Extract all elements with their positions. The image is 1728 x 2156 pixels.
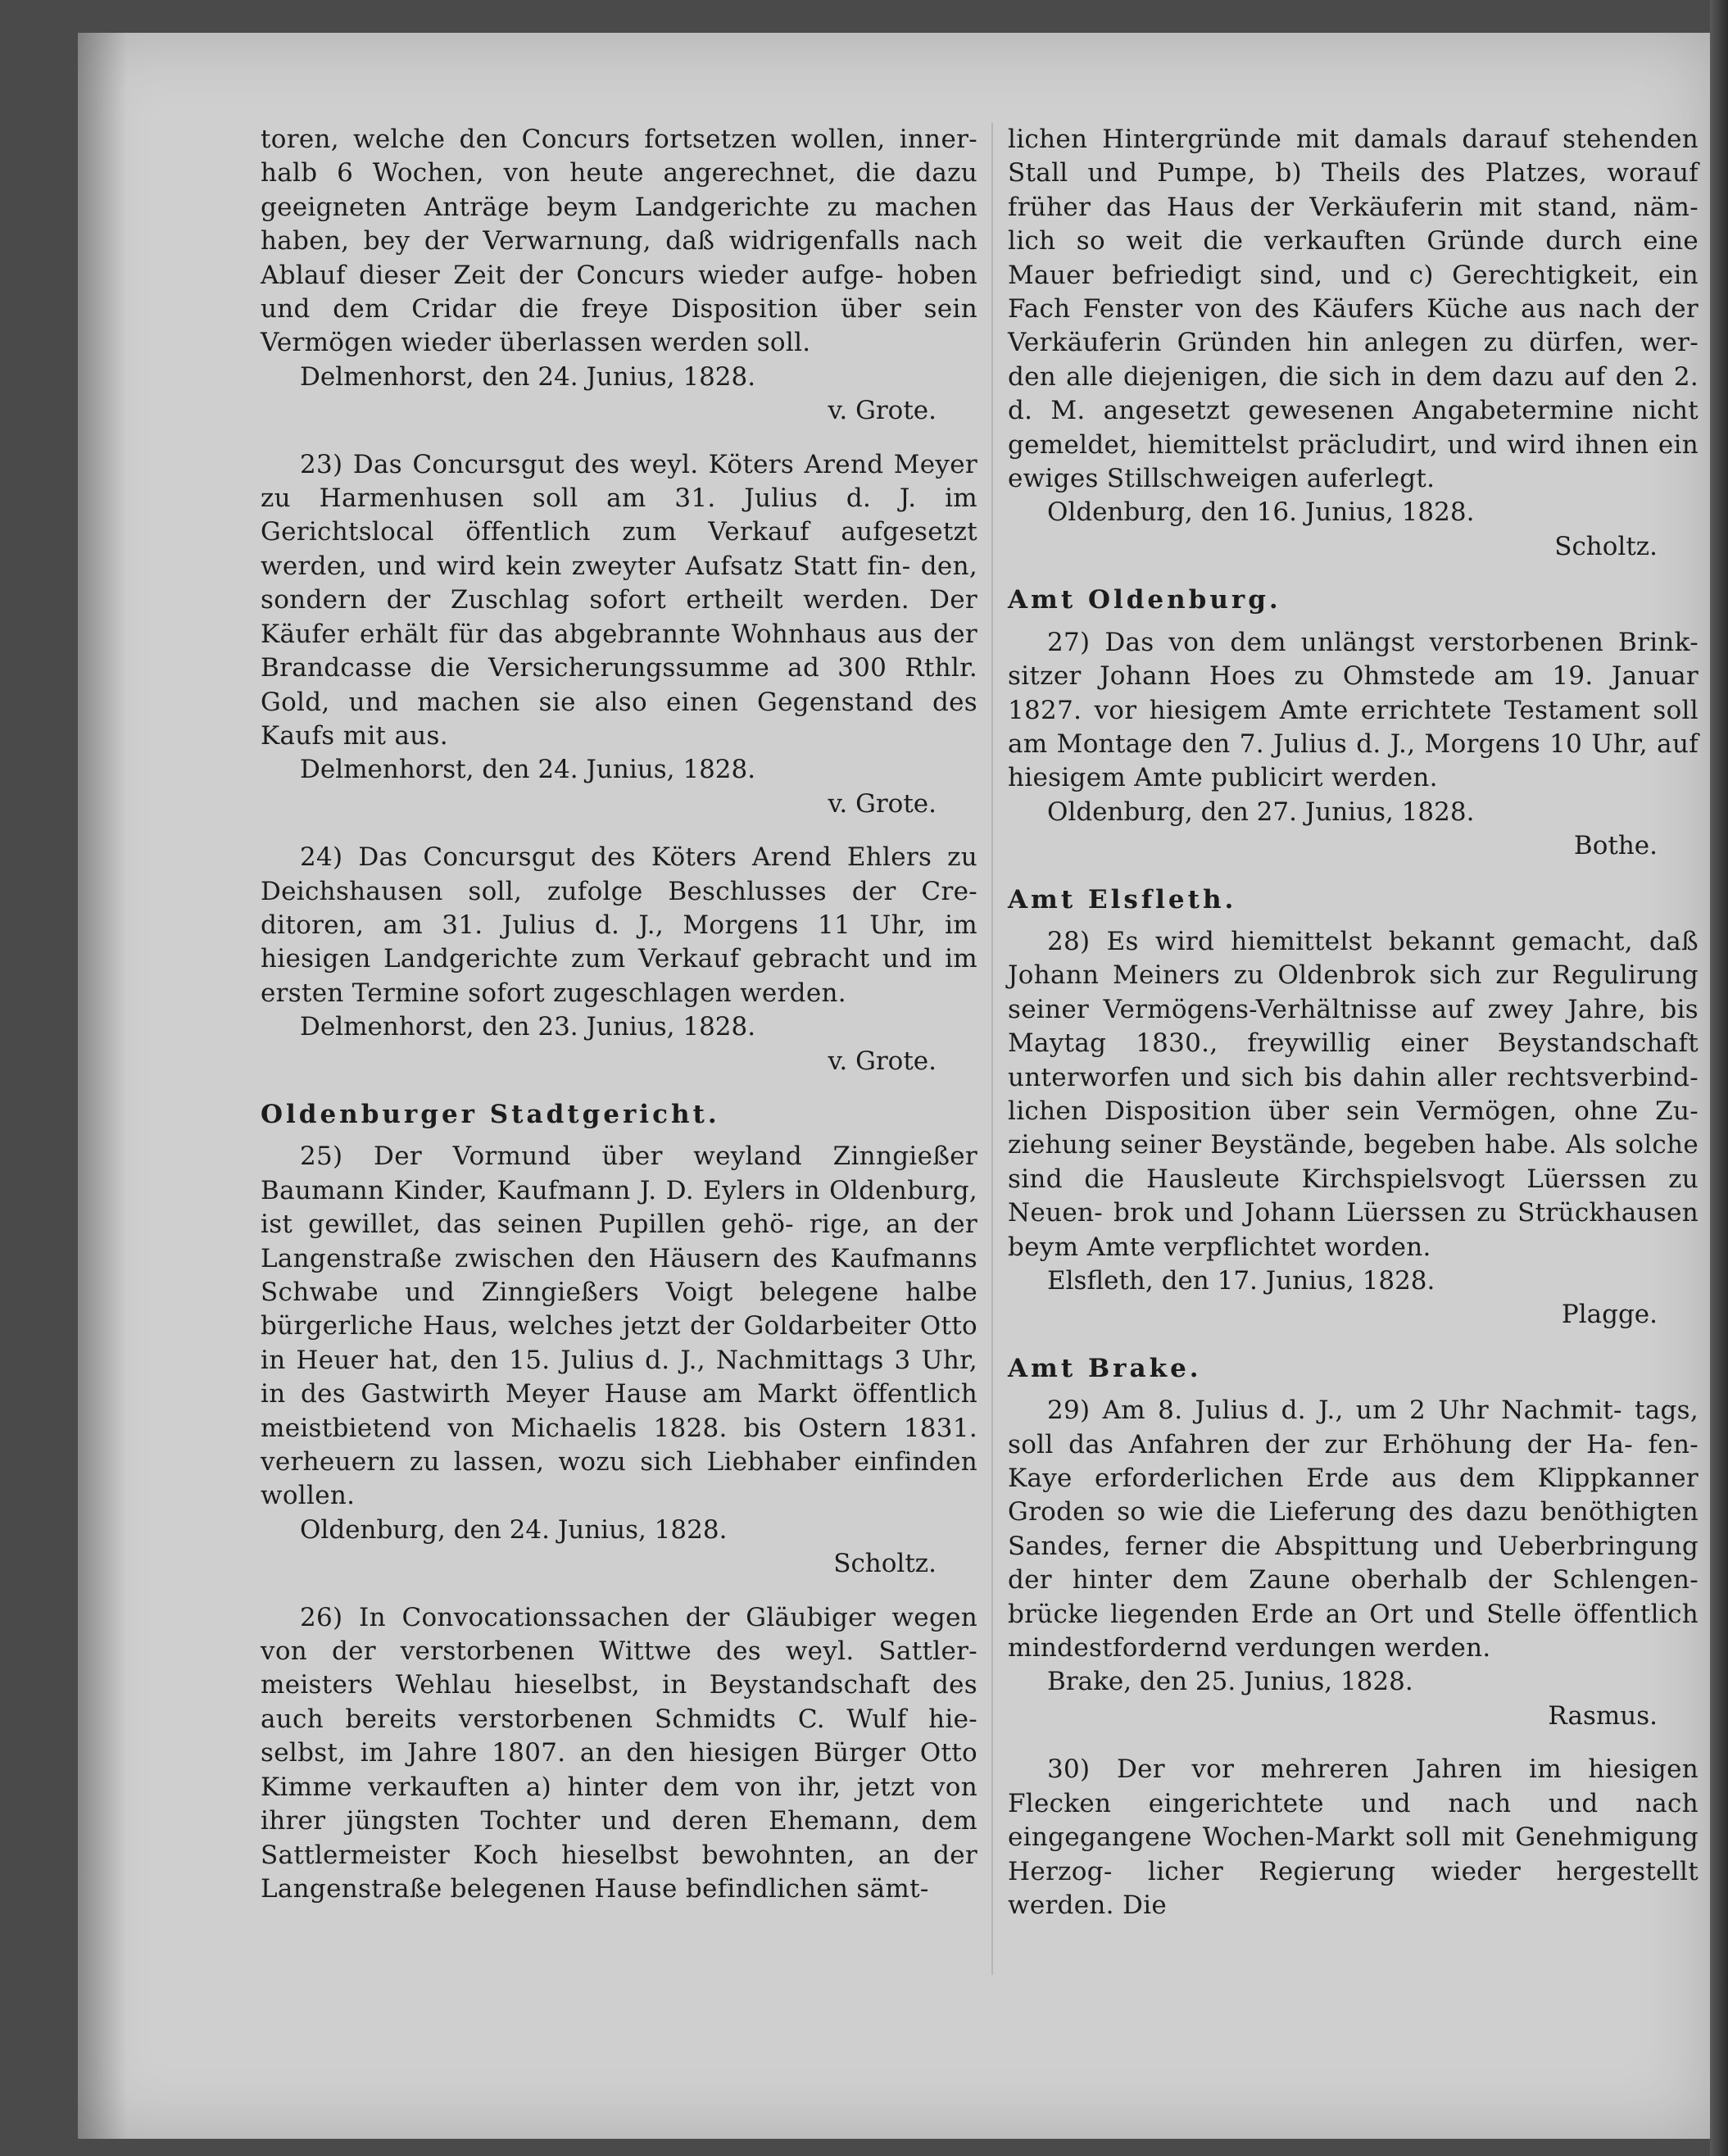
notice-27: 27) Das von dem unlängst verstorbenen Brink- sitzer Johann Hoes zu Ohmstede am 19. Januar 1827. vor hiesigem Amte errichtete Testament soll am Montage den 7. Julius d. J., Morgens 10 Uhr, auf hiesigem Amte publicirt werden.	[1008, 627, 1699, 793]
left-column	[261, 123, 977, 1906]
section-heading-amt-brake: Amt Brake.	[1008, 1353, 1202, 1383]
notice-22-dateline: Delmenhorst, den 24. Junius, 1828.	[300, 361, 756, 392]
notice-27-dateline: Oldenburg, den 27. Junius, 1828.	[1047, 797, 1475, 827]
notice-23: 23) Das Concursgut des weyl. Köters Arend Meyer zu Harmenhusen soll am 31. Julius d. J. im Gerichtslocal öffentlich zum Verkauf aufgesetzt werden, und wird kein zweyter Aufsatz Statt fin- den, sondern der Zuschlag sofort ertheilt werden. Der Käufer erhält für das abgebrannte Wohnhaus aus der Brandcasse die Versicherungssumme ad 300 Rthlr. Gold, und machen sie also einen Gegenstand des Kaufs mit aus.	[261, 449, 977, 751]
right-column	[1008, 123, 1699, 1922]
notice-22-continuation: toren, welche den Concurs fortsetzen wollen, inner- halb 6 Wochen, von heute angerechnet, die dazu geeigneten Anträge beym Landgerichte zu machen haben, bey der Verwarnung, daß widrigenfalls nach Ablauf dieser Zeit der Concurs wieder aufge- hoben und dem Cridar die freye Disposition über sein Vermögen wieder überlassen werden soll.	[261, 125, 977, 358]
notice-26-continuation: lichen Hintergründe mit damals darauf stehenden Stall und Pumpe, b) Theils des Platzes, worauf früher das Haus der Verkäuferin mit stand, näm- lich so weit die verkauften Gründe durch eine Mauer befriedigt sind, und c) Gerechtigkeit, ein Fach Fenster von des Käufers Küche aus nach der Verkäuferin Gründen hin anlegen zu dürfen, wer- den alle diejenigen, die sich in dem dazu auf den 2. d. M. angesetzt gewesenen Angabetermine nicht gemeldet, hiemittelst präcludirt, und wird ihnen ein ewiges Stillschweigen auferlegt.	[1008, 125, 1699, 494]
notice-26-signature: Scholtz.	[1554, 531, 1658, 561]
notice-25-dateline: Oldenburg, den 24. Junius, 1828.	[300, 1514, 728, 1545]
notice-26-dateline: Oldenburg, den 16. Junius, 1828.	[1047, 497, 1475, 528]
notice-24-signature: v. Grote.	[828, 1046, 937, 1076]
column-divider	[991, 123, 993, 1975]
notice-27-signature: Bothe.	[1573, 831, 1658, 861]
notice-26: 26) In Convocationssachen der Gläubiger wegen von der verstorbenen Wittwe des weyl. Sattler- meisters Wehlau hieselbst, in Beystandschaft des auch bereits verstorbenen Schmidts C. Wulf hie- selbst, im Jahre 1807. an den hiesigen Bürger Otto Kimme verkauften a) hinter dem von ihr, jetzt von ihrer jüngsten Tochter und deren Ehemann, dem Sattlermeister Koch hieselbst bewohnten, an der Langenstraße belegenen Hause befindlichen sämt-	[261, 1602, 977, 1904]
notice-28: 28) Es wird hiemittelst bekannt gemacht, daß Johann Meiners zu Oldenbrok sich zur Regulirung seiner Vermögens-Verhältnisse auf zwey Jahre, bis Maytag 1830., freywillig einer Beystandschaft unterworfen und sich bis dahin aller rechtsverbind- lichen Disposition über sein Vermögen, ohne Zu- ziehung seiner Beystände, begeben habe. Als solche sind die Hausleute Kirchspielsvogt Lüerssen zu Neuen- brok und Johann Lüerssen zu Strückhausen beym Amte verpflichtet worden.	[1008, 926, 1699, 1262]
notice-29-dateline: Brake, den 25. Junius, 1828.	[1047, 1667, 1413, 1697]
section-heading-stadtgericht: Oldenburger Stadtgericht.	[261, 1099, 720, 1129]
notice-22-signature: v. Grote.	[828, 396, 937, 426]
notice-29: 29) Am 8. Julius d. J., um 2 Uhr Nachmit- tags, soll das Anfahren der zur Erhöhung der Ha- fen-Kaye erforderlichen Erde aus dem Klippkanner Groden so wie die Lieferung des dazu benöthigten Sandes, ferner die Abspittung und Ueberbringung der hinter dem Zaune oberhalb der Schlengen- brücke liegenden Erde an Ort und Stelle öffentlich mindestfordernd verdungen werden.	[1008, 1396, 1699, 1664]
section-heading-amt-elsfleth: Amt Elsfleth.	[1008, 884, 1237, 915]
section-heading-amt-oldenburg: Amt Oldenburg.	[1008, 585, 1281, 615]
notice-24: 24) Das Concursgut des Köters Arend Ehlers zu Deichshausen soll, zufolge Beschlusses der Cre- ditoren, am 31. Julius d. J., Morgens 11 Uhr, im hiesigen Landgerichte zum Verkauf gebracht und im ersten Termine sofort zugeschlagen werden.	[261, 842, 977, 1008]
page-fold-shadow	[78, 33, 127, 2139]
notice-28-signature: Plagge.	[1561, 1300, 1658, 1330]
notice-23-dateline: Delmenhorst, den 24. Junius, 1828.	[300, 755, 756, 785]
notice-23-signature: v. Grote.	[828, 788, 937, 819]
adjacent-page-edge	[1710, 0, 1728, 2156]
notice-30: 30) Der vor mehreren Jahren im hiesigen Flecken eingerichtete und nach und nach eingegangene Wochen-Markt soll mit Genehmigung Herzog- licher Regierung wieder hergestellt werden. Die	[1008, 1754, 1699, 1920]
notice-24-dateline: Delmenhorst, den 23. Junius, 1828.	[300, 1012, 756, 1042]
notice-25-signature: Scholtz.	[833, 1549, 937, 1579]
notice-29-signature: Rasmus.	[1548, 1700, 1658, 1731]
notice-28-dateline: Elsfleth, den 17. Junius, 1828.	[1047, 1266, 1435, 1296]
notice-25: 25) Der Vormund über weyland Zinngießer Baumann Kinder, Kaufmann J. D. Eylers in Oldenburg, ist gewillet, das seinen Pupillen gehö- rige, an der Langenstraße zwischen den Häusern des Kaufmanns Schwabe und Zinngießers Voigt belegene halbe bürgerliche Haus, welches jetzt der Goldarbeiter Otto in Heuer hat, den 15. Julius d. J., Nachmittags 3 Uhr, in des Gastwirth Meyer Hause am Markt öffentlich meistbietend von Michaelis 1828. bis Ostern 1831. verheuern zu lassen, wozu sich Liebhaber einfinden wollen.	[261, 1142, 977, 1511]
